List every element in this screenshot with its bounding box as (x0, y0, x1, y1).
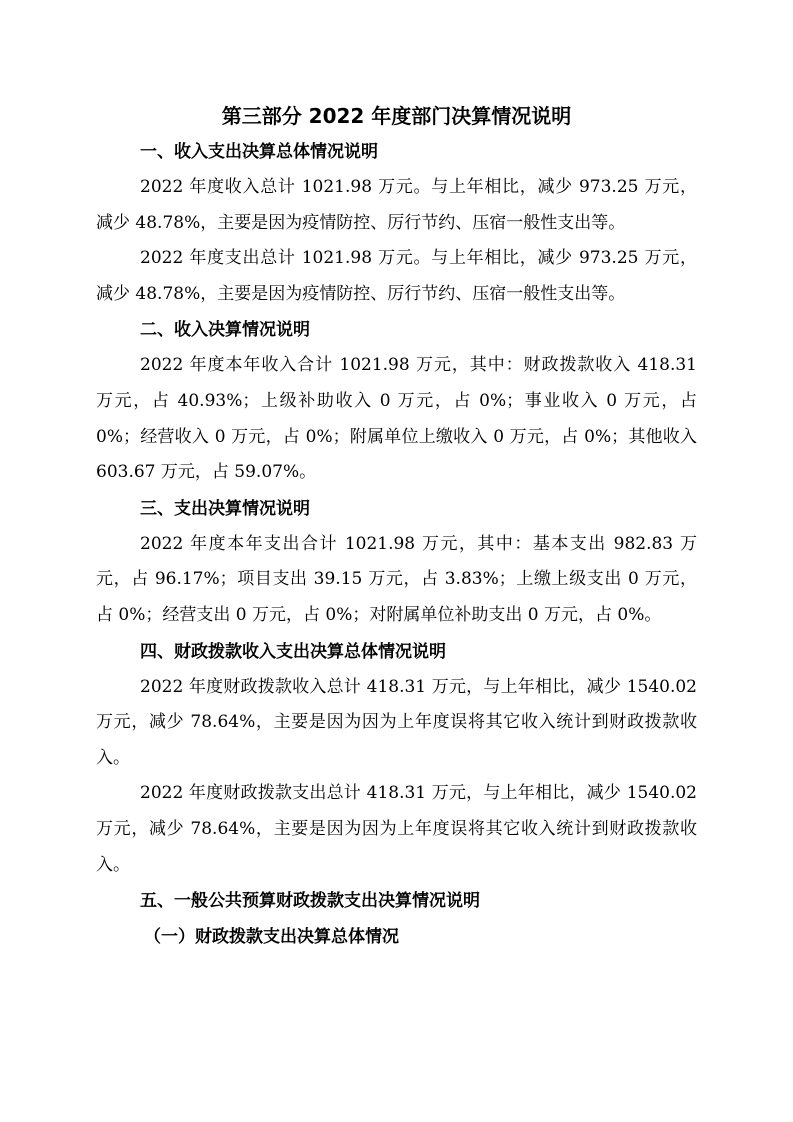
section-expense (96, 491, 697, 634)
section-income (96, 312, 697, 490)
paragraph: 2022 年度财政拨款收入总计 418.31 万元，与上年相比，减少 1540.02 万元，减少 78.64%，主要是因为因为上年度误将其它收入统计到财政拨款收入。 (96, 676, 697, 768)
paragraph: 2022 年度本年支出合计 1021.98 万元，其中：基本支出 982.83 万元，占 96.17%；项目支出 39.15 万元，占 3.83%；上缴上级支出 0 万元，占 0%；经营支出 0 万元，占 0%；对附属单位补助支出 0 万元，占 0%。 (96, 533, 697, 625)
paragraph: 2022 年度支出总计 1021.98 万元。与上年相比，减少 973.25 万元，减少 48.78%，主要是因为疫情防控、厉行节约、压宿一般性支出等。 (96, 248, 697, 304)
section-fiscal-appropriation (96, 634, 697, 884)
paragraph: 2022 年度本年收入合计 1021.98 万元，其中：财政拨款收入 418.31 万元，占 40.93%；上级补助收入 0 万元，占 0%；事业收入 0 万元，占 0%；经营收入 0 万元，占 0%；附属单位上缴收入 0 万元，占 0%；其他收入 603.67 万元，占 59.07%。 (96, 355, 697, 483)
section-income-expense-overview (96, 134, 697, 312)
paragraph: 2022 年度财政拨款支出总计 418.31 万元，与上年相比，减少 1540.02 万元，减少 78.64%，主要是因为因为上年度误将其它收入统计到财政拨款收入。 (96, 783, 697, 875)
section-general-public-budget (96, 883, 697, 955)
section-heading: 二、收入决算情况说明 (140, 320, 310, 341)
section-heading: 五、一般公共预算财政拨款支出决算情况说明 (140, 891, 480, 912)
section-heading: 三、支出决算情况说明 (140, 498, 310, 519)
subsection-heading: （一）财政拨款支出决算总体情况 (144, 927, 399, 948)
paragraph: 2022 年度收入总计 1021.98 万元。与上年相比，减少 973.25 万元，减少 48.78%，主要是因为疫情防控、厉行节约、压宿一般性支出等。 (96, 177, 697, 233)
page-title: 第三部分 2022 年度部门决算情况说明 (221, 104, 572, 128)
section-heading: 一、收入支出决算总体情况说明 (140, 142, 378, 162)
section-heading: 四、财政拨款收入支出决算总体情况说明 (140, 641, 446, 662)
